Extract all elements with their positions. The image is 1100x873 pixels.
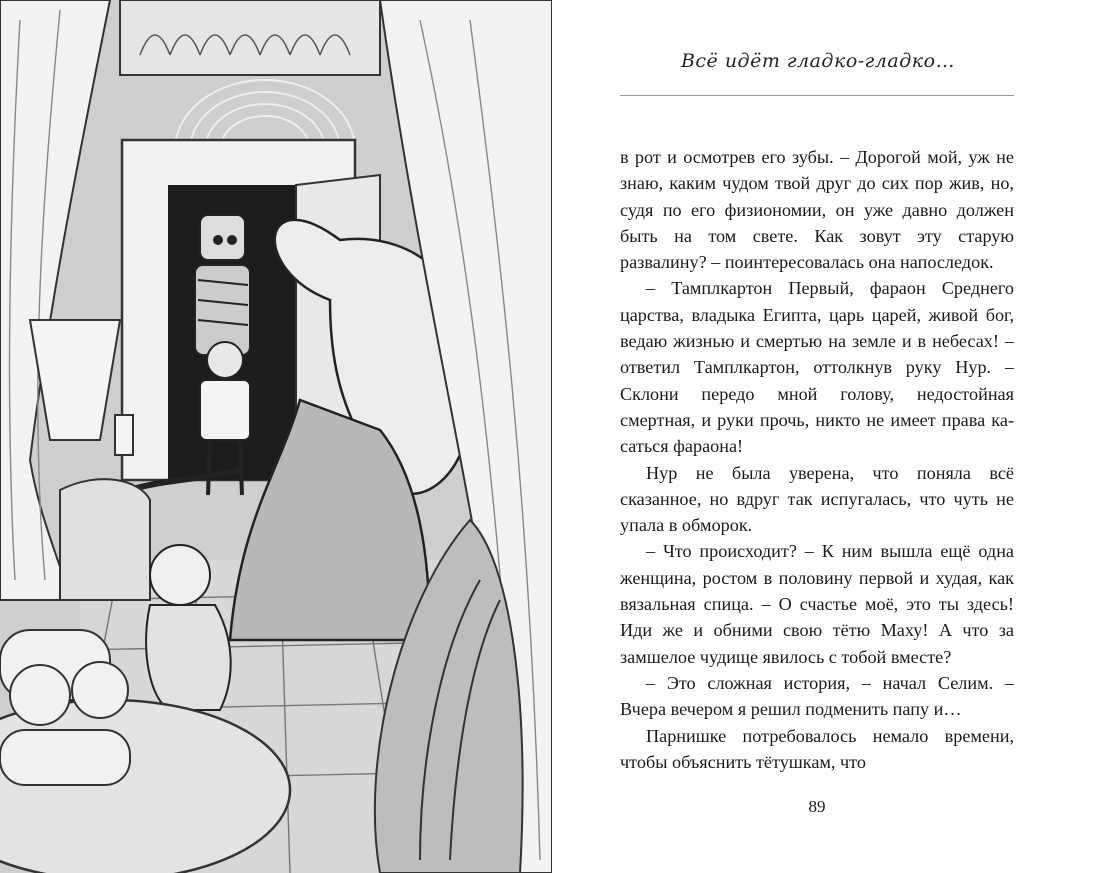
candle bbox=[115, 415, 133, 455]
paragraph: – Что происходит? – К ним вышла ещё одна женщина, ростом в половину первой и худая, как вязальная спица. – О счастье моё, это ты здесь! Иди же и обними свою тётю Маху! А что за замшелое чудище явилось с тобой вместе? bbox=[620, 541, 1014, 667]
running-head: Всё идёт гладко-гладко… bbox=[680, 50, 956, 72]
paragraph: – Тамплкартон Первый, фараон Среднего царства, владыка Египта, царь царей, живой бог, ведаю жизнью и смертью на земле и в небесах! – ответил Тамплкартон, оттолкнув руку Нур. – Склони передо мной голову, недостойная смертная, и руки прочь, никто не имеет права касаться фараона! bbox=[620, 278, 1014, 457]
paragraph: Парнишке потребовалось немало времени, чтобы объяснить тётушкам, что bbox=[620, 725, 1014, 772]
text-page bbox=[552, 0, 1100, 873]
paragraph: – Это сложная история, – начал Селим. – Вчера вечером я решил подменить папу и… bbox=[620, 672, 1014, 720]
mummy-figure bbox=[195, 215, 250, 355]
paragraph: Нур не была уверена, что поняла всё сказанное, но вдруг так испугалась, что чуть не упала в обморок. bbox=[620, 462, 1014, 536]
header-rule bbox=[620, 95, 1014, 96]
side-table bbox=[60, 479, 150, 600]
body-text bbox=[620, 144, 1014, 775]
page-number: 89 bbox=[808, 797, 826, 816]
paragraph: в рот и осмотрев его зубы. – Дорогой мой, уж не знаю, каким чудом твой друг до сих пор жив, но, судя по его физиономии, он уже давно должен быть на том свете. Как зовут эту старую развалину? – поинтересовалась она напоследок. bbox=[620, 147, 1014, 273]
